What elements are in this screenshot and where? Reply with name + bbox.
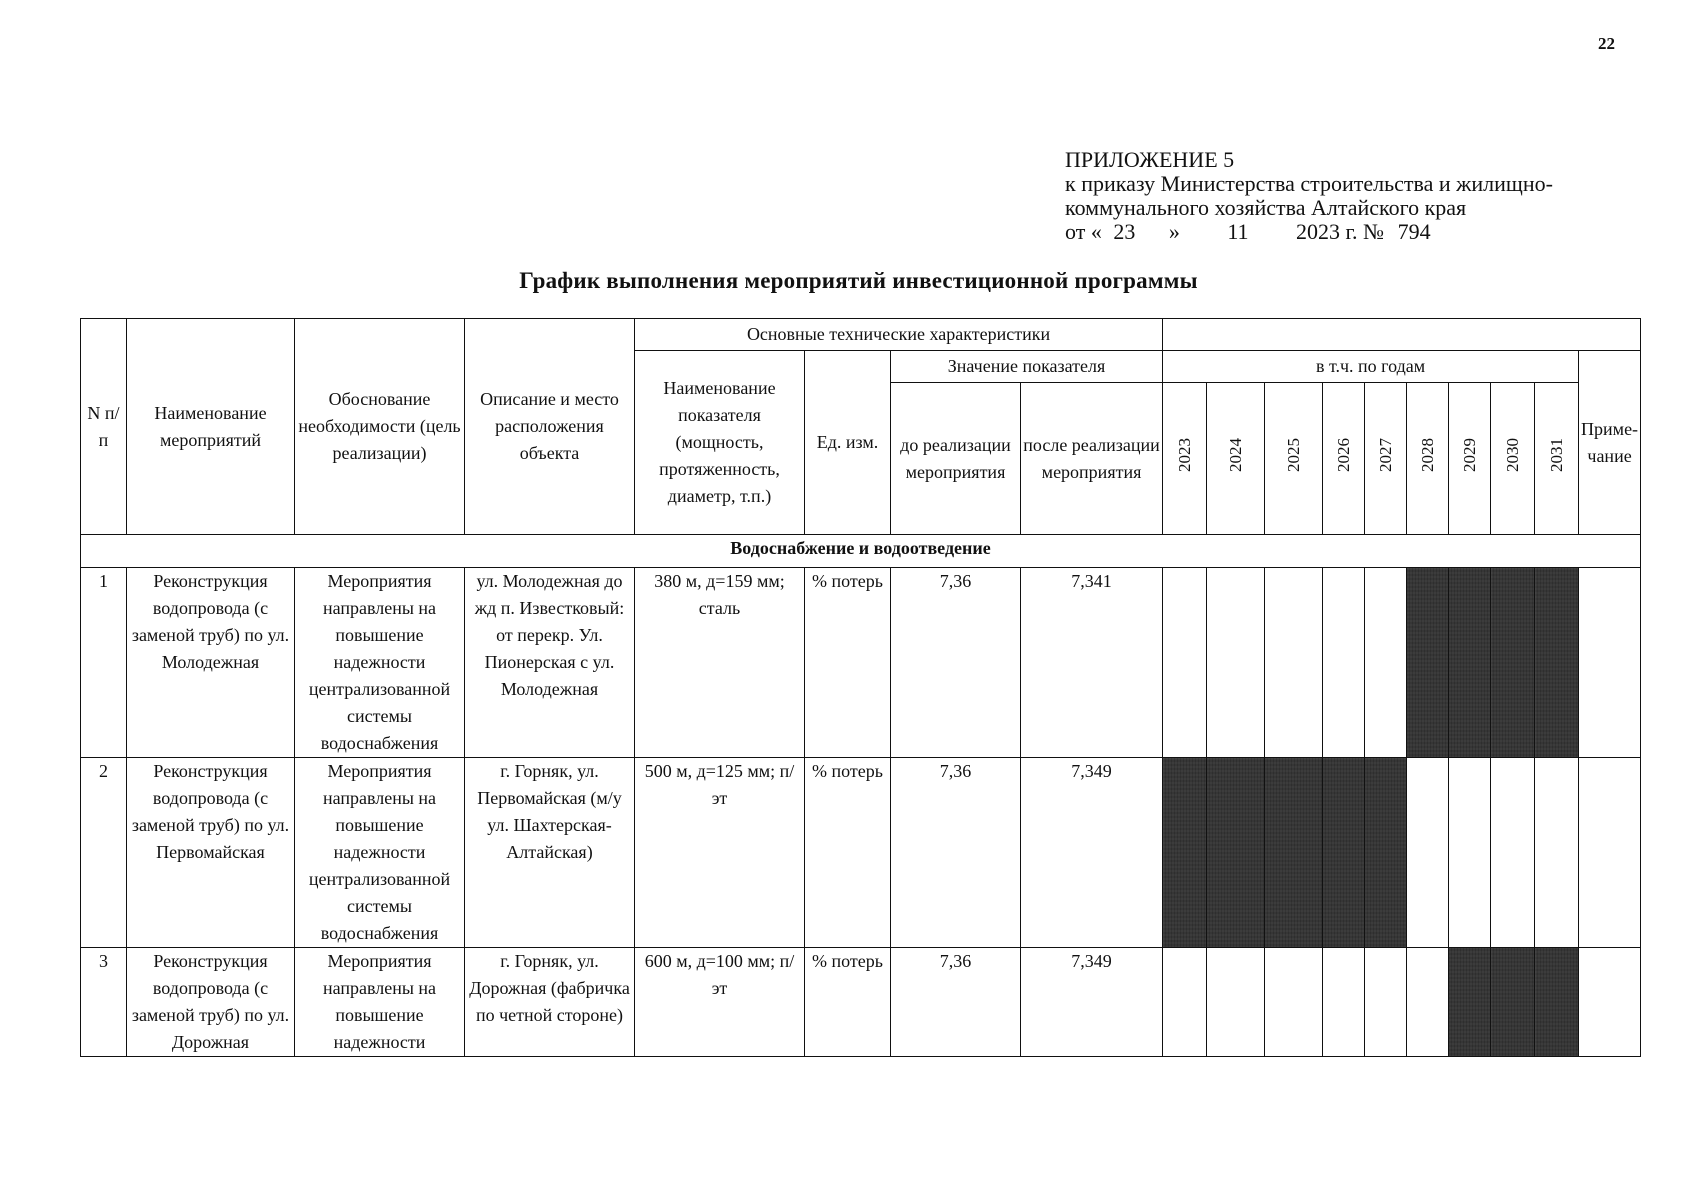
year-cell-scheduled [1535, 568, 1579, 758]
order-number: 794 [1397, 219, 1431, 244]
row-location: г. Горняк, ул. Первомайская (м/у ул. Шахтерская-Алтайская) [465, 758, 635, 948]
year-cell [1407, 948, 1449, 1057]
year-cell-scheduled [1207, 758, 1265, 948]
row-note [1579, 758, 1641, 948]
year-cell [1535, 758, 1579, 948]
row-location: ул. Молодежная до жд п. Известковый: от перекр. Ул. Пионерская с ул. Молодежная [465, 568, 635, 758]
header-unit: Ед. изм. [805, 351, 891, 535]
schedule-table [80, 318, 1641, 1057]
row-reason: Мероприятия направлены на повышение надежности централизованной системы водоснабжения [295, 758, 465, 948]
table-row [81, 758, 1641, 948]
row-reason: Мероприятия направлены на повышение надежности централизованной системы водоснабжения [295, 568, 465, 758]
year-cell [1407, 758, 1449, 948]
row-unit: % потерь [805, 758, 891, 948]
year-cell [1265, 948, 1323, 1057]
header-year [1265, 383, 1323, 535]
year-cell-scheduled [1265, 758, 1323, 948]
year-label: 2023 [1175, 437, 1195, 472]
year-cell [1163, 948, 1207, 1057]
year-cell-scheduled [1365, 758, 1407, 948]
header-year [1491, 383, 1535, 535]
row-num: 2 [81, 758, 127, 948]
header-note: Приме-чание [1579, 351, 1641, 535]
year-label: 2029 [1460, 437, 1480, 472]
header-year [1449, 383, 1491, 535]
row-name: Реконструкция водопровода (с заменой труб) по ул. Молодежная [127, 568, 295, 758]
section-title: Водоснабжение и водоотведение [81, 535, 1641, 568]
row-num: 1 [81, 568, 127, 758]
row-before: 7,36 [891, 758, 1021, 948]
year-label: 2031 [1547, 437, 1567, 472]
year-cell [1365, 948, 1407, 1057]
row-before: 7,36 [891, 568, 1021, 758]
appendix-block [1065, 148, 1553, 244]
row-reason: Мероприятия направлены на повышение надежности [295, 948, 465, 1057]
order-quote: » [1168, 219, 1180, 244]
year-cell-scheduled [1449, 948, 1491, 1057]
year-cell-scheduled [1491, 948, 1535, 1057]
order-year: 2023 г. № [1296, 219, 1385, 244]
header-by-years: в т.ч. по годам [1163, 351, 1579, 383]
year-label: 2027 [1376, 437, 1396, 472]
row-name: Реконструкция водопровода (с заменой труб) по ул. Дорожная [127, 948, 295, 1057]
order-prefix: от « [1065, 219, 1102, 244]
appendix-line-2: коммунального хозяйства Алтайского края [1065, 195, 1467, 220]
table-row [81, 568, 1641, 758]
order-day: 23 [1113, 219, 1136, 244]
year-cell-scheduled [1407, 568, 1449, 758]
header-year [1365, 383, 1407, 535]
page-number: 22 [1598, 34, 1615, 53]
header-indicator-value: Значение показателя [891, 351, 1163, 383]
header-before: до реализации мероприятия [891, 383, 1021, 535]
row-after: 7,341 [1021, 568, 1163, 758]
year-cell-scheduled [1491, 568, 1535, 758]
year-cell [1163, 568, 1207, 758]
row-name: Реконструкция водопровода (с заменой труб) по ул. Первомайская [127, 758, 295, 948]
year-cell [1207, 568, 1265, 758]
header-year [1163, 383, 1207, 535]
header-name: Наименование мероприятий [127, 319, 295, 535]
table-row [81, 948, 1641, 1057]
year-label: 2024 [1226, 437, 1246, 472]
row-note [1579, 568, 1641, 758]
row-unit: % потерь [805, 568, 891, 758]
year-label: 2026 [1334, 437, 1354, 472]
header-blank [1163, 319, 1641, 351]
header-after: после реализации мероприятия [1021, 383, 1163, 535]
year-label: 2030 [1503, 437, 1523, 472]
year-cell [1323, 568, 1365, 758]
year-label: 2025 [1284, 437, 1304, 472]
header-indicator-name: Наименование показателя (мощность, протяженность, диаметр, т.п.) [635, 351, 805, 535]
header-year [1207, 383, 1265, 535]
year-cell-scheduled [1323, 758, 1365, 948]
year-cell [1265, 568, 1323, 758]
header-num: N п/п [81, 319, 127, 535]
header-reason: Обоснование необходимости (цель реализации) [295, 319, 465, 535]
header-location: Описание и место расположения объекта [465, 319, 635, 535]
year-cell-scheduled [1449, 568, 1491, 758]
header-year [1323, 383, 1365, 535]
row-before: 7,36 [891, 948, 1021, 1057]
year-label: 2028 [1418, 437, 1438, 472]
order-month: 11 [1227, 219, 1249, 244]
year-cell-scheduled [1163, 758, 1207, 948]
row-after: 7,349 [1021, 758, 1163, 948]
row-num: 3 [81, 948, 127, 1057]
year-cell [1323, 948, 1365, 1057]
row-indicator: 380 м, д=159 мм; сталь [635, 568, 805, 758]
row-indicator: 500 м, д=125 мм; п/эт [635, 758, 805, 948]
year-cell [1449, 758, 1491, 948]
order-line [1065, 220, 1553, 244]
row-after: 7,349 [1021, 948, 1163, 1057]
row-location: г. Горняк, ул. Дорожная (фабричка по четной стороне) [465, 948, 635, 1057]
appendix-line-1: к приказу Министерства строительства и жилищно- [1065, 171, 1553, 196]
year-cell [1207, 948, 1265, 1057]
year-cell [1491, 758, 1535, 948]
header-year [1407, 383, 1449, 535]
year-cell-scheduled [1535, 948, 1579, 1057]
document-title: График выполнения мероприятий инвестиционной программы [519, 268, 1198, 293]
appendix-title: ПРИЛОЖЕНИЕ 5 [1065, 147, 1235, 172]
year-cell [1365, 568, 1407, 758]
row-unit: % потерь [805, 948, 891, 1057]
header-tech: Основные технические характеристики [635, 319, 1163, 351]
row-indicator: 600 м, д=100 мм; п/эт [635, 948, 805, 1057]
header-year [1535, 383, 1579, 535]
row-note [1579, 948, 1641, 1057]
